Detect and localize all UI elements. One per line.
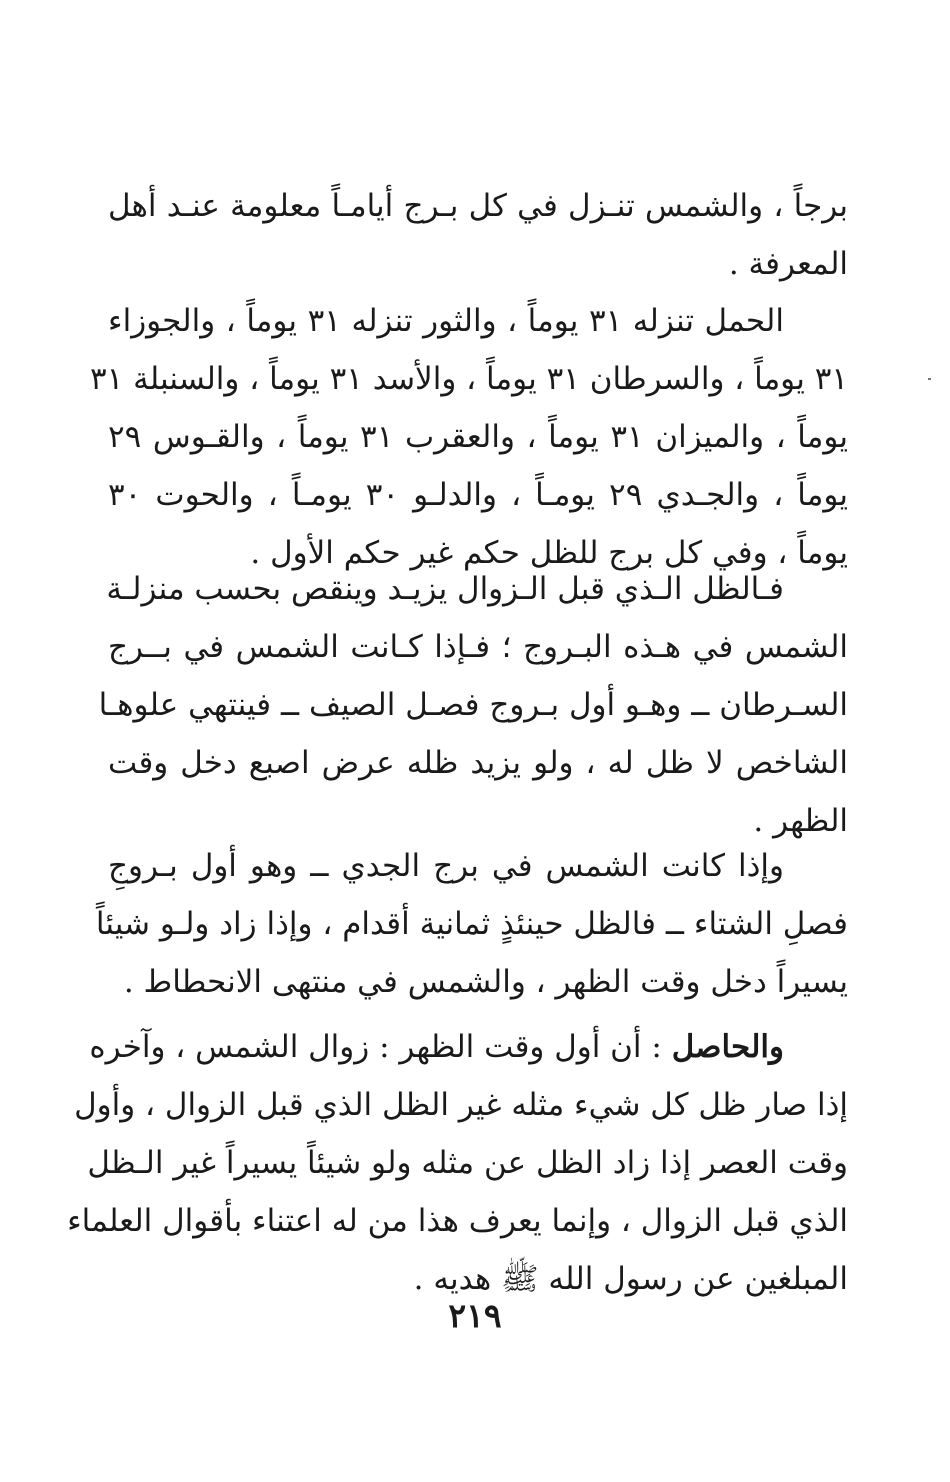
text-line: إذا صار ظل كل شيء مثله غير الظل الذي قبل الزوال ، وأول	[74, 1087, 848, 1123]
text-line: برجاً ، والشمس تنـزل في كل بـرج أيامـاً معلومة عنـد أهل	[108, 188, 848, 224]
text-line: الشمس في هـذه البـروج ؛ فـإذا كـانت الشمس في بــرج	[108, 629, 848, 665]
page-number: ٢١٩	[448, 1296, 502, 1335]
text-line: فصلِ الشتاء ــ فالظل حينئذٍ ثمانية أقدام ، وإذا زاد ولـو شيئاً	[95, 906, 848, 942]
text-line: المعرفة .	[728, 246, 848, 282]
text-line: وقت العصر إذا زاد الظل عن مثله ولو شيئاً يسيراً غير الـظل	[87, 1145, 848, 1181]
text-line	[89, 1018, 848, 1076]
paragraph-3	[98, 560, 848, 850]
paragraph-2	[89, 292, 849, 582]
text-line: يوماً ، وفي كل برج للظل حكم غير حكم الأول .	[250, 535, 848, 571]
paragraph-4	[95, 837, 848, 1011]
text-line: يوماً ، والجـدي ٢٩ يومـاً ، والدلـو ٣٠ يومـاً ، والحوت ٣٠	[108, 477, 849, 513]
line-rest: : أن أول وقت الظهر : زوال الشمس ، وآخره	[89, 1029, 672, 1065]
paragraph-1	[108, 177, 848, 293]
paragraph-5	[67, 1018, 848, 1308]
text-line: الحمل تنزله ٣١ يوماً ، والثور تنزله ٣١ يوماً ، والجوزاء	[108, 303, 784, 339]
bold-lead-word: والحاصل	[671, 1029, 784, 1065]
text-line: الشاخص لا ظل له ، ولو يزيد ظله عرض اصبع دخل وقت	[108, 745, 848, 781]
text-line: يوماً ، والميزان ٣١ يوماً ، والعقرب ٣١ يوماً ، والقـوس ٢٩	[108, 419, 848, 455]
text-line: وإذا كانت الشمس في برج الجدي ــ وهو أول بـروجِ	[108, 848, 784, 884]
text-line: يسيراً دخل وقت الظهر ، والشمس في منتهى الانحطاط .	[123, 964, 848, 1000]
margin-speck	[928, 378, 931, 380]
text-line: الذي قبل الزوال ، وإنما يعرف هذا من له اعتناء بأقوال العلماء	[67, 1203, 848, 1239]
text-line: المبلغين عن رسول الله ﷺ هديه .	[413, 1261, 848, 1297]
text-line: فـالظل الـذي قبل الـزوال يزيـد وينقص بحسب منزلـة	[106, 571, 784, 607]
text-line: السـرطان ــ وهـو أول بـروج فصـل الصيف ــ فينتهي علوهـا	[98, 687, 848, 723]
text-line: الظهر .	[753, 803, 848, 839]
text-line: ٣١ يوماً ، والسرطان ٣١ يوماً ، والأسد ٣١ يوماً ، والسنبلة ٣١	[89, 361, 848, 397]
